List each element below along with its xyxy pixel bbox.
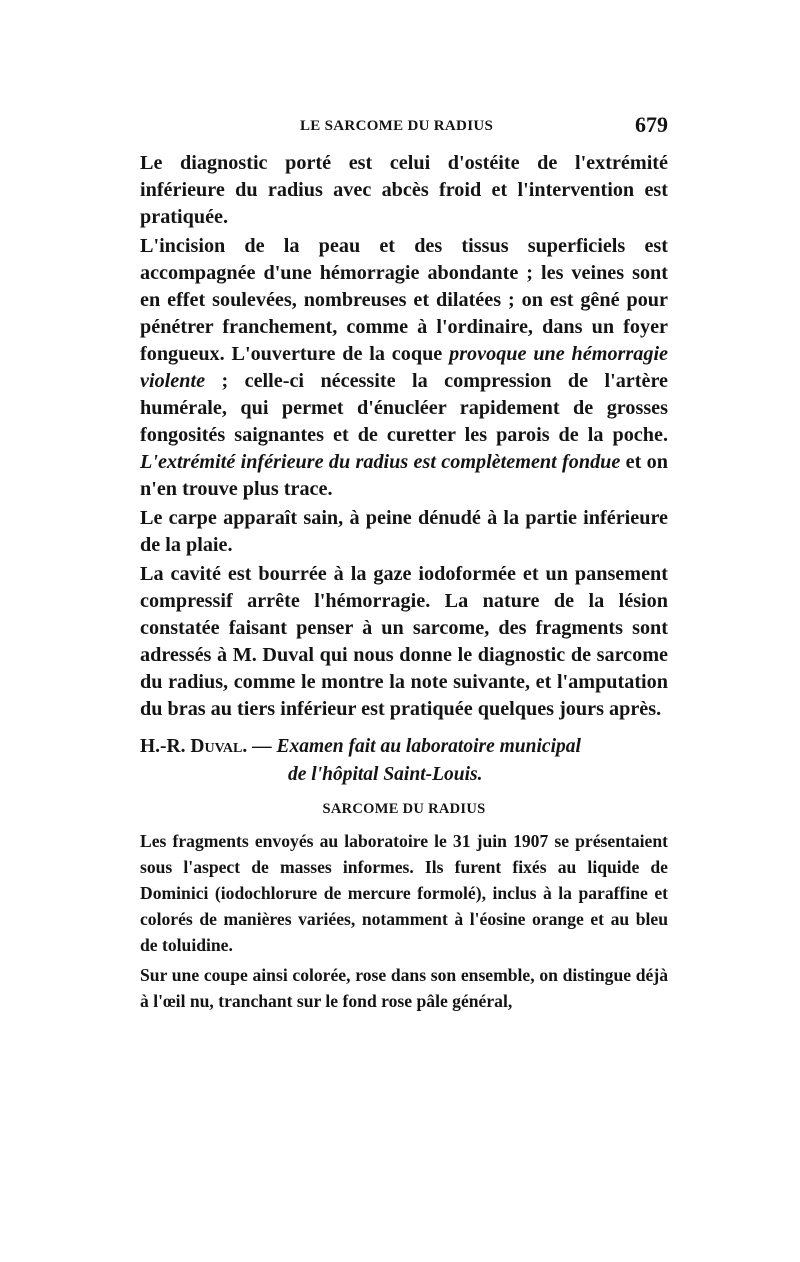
- report-paragraph-fragments: Les fragments envoyés au laboratoire le 31 juin 1907 se présentaient sous l'aspect de masses informes. Ils furent fixés au liquide de Dominici (iodochlorure de mercure formolé), inclus à la paraffine et colorés de manières variées, notamment à l'éosine orange et au bleu de toluidine.: [140, 831, 668, 955]
- report-heading-line1: [140, 733, 668, 761]
- report-title-line1: Examen fait au laboratoire municipal: [276, 736, 581, 757]
- emphasis-text: L'extrémité inférieure du radius est complètement fondue: [140, 451, 621, 473]
- page-number: 679: [635, 112, 668, 137]
- report-heading: [140, 733, 668, 789]
- report-heading-line2: [140, 761, 668, 789]
- section-subtitle: SARCOME DU RADIUS: [322, 801, 486, 817]
- paragraph-text: ; celle-ci nécessite la compression de l'artère humérale, qui permet d'énucléer rapidement de grosses fongosités saignantes et de curetter les parois de la poche.: [140, 370, 668, 446]
- paragraph-carpe: [140, 505, 668, 559]
- report-paragraph-coupe: Sur une coupe ainsi colorée, rose dans son ensemble, on distingue déjà à l'œil nu, tranchant sur le fond rose pâle général,: [140, 965, 668, 1011]
- running-head: [140, 112, 668, 142]
- paragraph-text: et on n'en trouve plus trace.: [140, 451, 668, 500]
- paragraph-text: Le diagnostic porté est celui d'ostéite de l'extrémité inférieure du radius avec abcès froid et l'intervention est pratiquée.: [140, 152, 668, 228]
- report-title-line2: de l'hôpital Saint-Louis.: [288, 764, 483, 785]
- paragraph-diagnostic: [140, 150, 668, 231]
- running-title: LE SARCOME DU RADIUS: [300, 118, 494, 134]
- author-name: Duval.: [190, 736, 248, 757]
- body-text: [140, 150, 668, 1014]
- emphasis-text: provoque une hémorragie violente: [140, 343, 669, 392]
- paragraph-text: L'incision de la peau et des tissus superficiels est accompagnée d'une hémorragie abondante ; les veines sont en effet soulevées, nombreuses et dilatées ; on est gêné pour pénétrer franchement, comme à l'ordinaire, dans un foyer fongueux. L'ouverture de la coque: [140, 235, 668, 365]
- author-initials: H.-R.: [140, 736, 186, 757]
- paragraph-text: La cavité est bourrée à la gaze iodoformée et un pansement compressif arrête l'hémorragie. La nature de la lésion constatée faisant penser à un sarcome, des fragments sont adressés à M. Duval qui nous donne le diagnostic de sarcome du radius, comme le montre la note suivante, et l'amputation du bras au tiers inférieur est pratiquée quelques jours après.: [140, 563, 668, 720]
- heading-dash: —: [252, 736, 272, 757]
- paragraph-text: Le carpe apparaît sain, à peine dénudé à la partie inférieure de la plaie.: [140, 507, 668, 556]
- paragraph-cavite: [140, 561, 668, 723]
- paragraph-incision: [140, 233, 668, 503]
